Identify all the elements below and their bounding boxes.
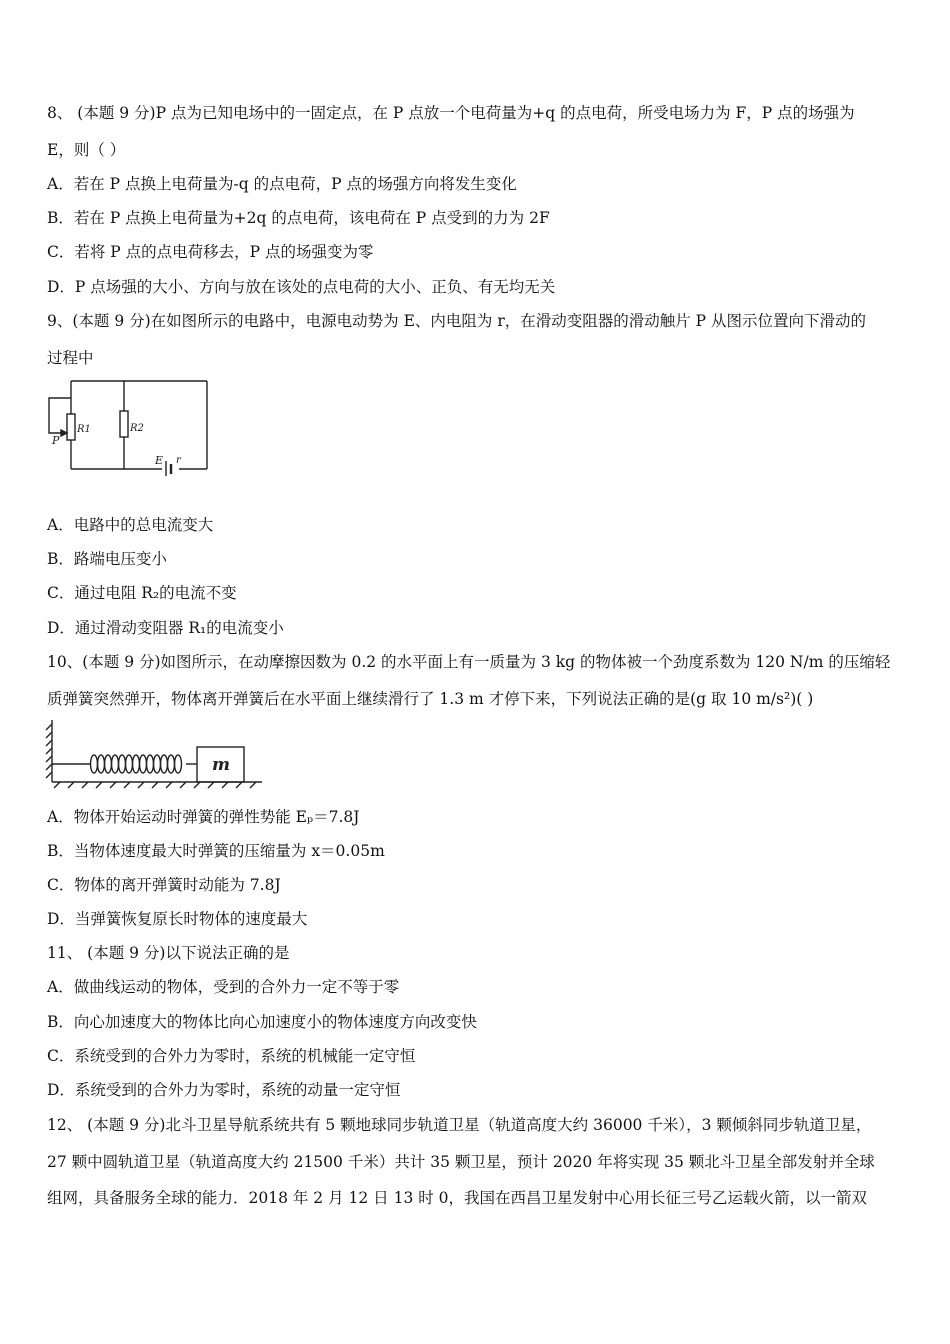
block-label-m: m [212, 755, 230, 775]
q9-option-c: C．通过电阻 R₂的电流不变 [47, 584, 237, 602]
q9-stem-line-1: 9、(本题 9 分)在如图所示的电路中，电源电动势为 E、内电阻为 r，在滑动变阻器的滑动触片 P 从图示位置向下滑动的 [47, 312, 867, 330]
q8-stem-line-2: E，则（ ） [47, 141, 126, 159]
circuit-label-r: r [176, 455, 181, 466]
q8-option-a: A．若在 P 点换上电荷量为-q 的点电荷，P 点的场强方向将发生变化 [47, 175, 517, 193]
circuit-label-e: E [155, 454, 164, 467]
q8-stem-line-1: 8、 (本题 9 分)P 点为已知电场中的一固定点，在 P 点放一个电荷量为+q 的点电荷，所受电场力为 F，P 点的场强为 [47, 104, 855, 122]
q10-option-c: C．物体的离开弹簧时动能为 7.8J [47, 876, 281, 894]
q11-option-d: D．系统受到的合外力为零时，系统的动量一定守恒 [47, 1081, 401, 1099]
q11-stem: 11、 (本题 9 分)以下说法正确的是 [47, 944, 290, 962]
q9-option-d: D．通过滑动变阻器 R₁的电流变小 [47, 619, 284, 637]
q10-stem-line-2: 质弹簧突然弹开，物体离开弹簧后在水平面上继续滑行了 1.3 m 才停下来，下列说法正确的是(g 取 10 m/s²)( ) [47, 690, 814, 708]
q12-stem-line-2: 27 颗中圆轨道卫星（轨道高度大约 21500 千米）共计 35 颗卫星，预计 2020 年将实现 35 颗北斗卫星全部发射并全球 [47, 1153, 875, 1171]
circuit-diagram [44, 376, 214, 476]
q8-option-c: C．若将 P 点的点电荷移去，P 点的场强变为零 [47, 243, 374, 261]
q11-option-b: B．向心加速度大的物体比向心加速度小的物体速度方向改变快 [47, 1013, 477, 1031]
q10-option-d: D．当弹簧恢复原长时物体的速度最大 [47, 910, 308, 928]
q11-option-a: A．做曲线运动的物体，受到的合外力一定不等于零 [47, 978, 400, 996]
circuit-label-r2: R2 [130, 423, 144, 434]
q9-option-a: A．电路中的总电流变大 [47, 516, 214, 534]
q9-stem-line-2: 过程中 [47, 349, 94, 367]
q12-stem-line-1: 12、 (本题 9 分)北斗卫星导航系统共有 5 颗地球同步轨道卫星（轨道高度大约 36000 千米），3 颗倾斜同步轨道卫星， [47, 1116, 872, 1134]
circuit-label-r1: R1 [77, 424, 91, 435]
circuit-label-p: P [52, 434, 60, 447]
q12-stem-line-3: 组网，具备服务全球的能力．2018 年 2 月 12 日 13 时 0，我国在西昌卫星发射中心用长征三号乙运载火箭，以一箭双 [47, 1189, 868, 1207]
q10-option-a: A．物体开始运动时弹簧的弹性势能 Eₚ＝7.8J [47, 808, 360, 826]
q10-option-b: B．当物体速度最大时弹簧的压缩量为 x＝0.05m [47, 842, 385, 860]
q11-option-c: C．系统受到的合外力为零时，系统的机械能一定守恒 [47, 1047, 416, 1065]
q10-stem-line-1: 10、(本题 9 分)如图所示，在动摩擦因数为 0.2 的水平面上有一质量为 3 kg 的物体被一个劲度系数为 120 N/m 的压缩轻 [47, 653, 891, 671]
spring-block-diagram [44, 718, 266, 790]
q8-option-d: D．P 点场强的大小、方向与放在该处的点电荷的大小、正负、有无均无关 [47, 278, 556, 296]
q8-option-b: B．若在 P 点换上电荷量为+2q 的点电荷，该电荷在 P 点受到的力为 2F [47, 209, 550, 227]
q9-option-b: B．路端电压变小 [47, 550, 167, 568]
